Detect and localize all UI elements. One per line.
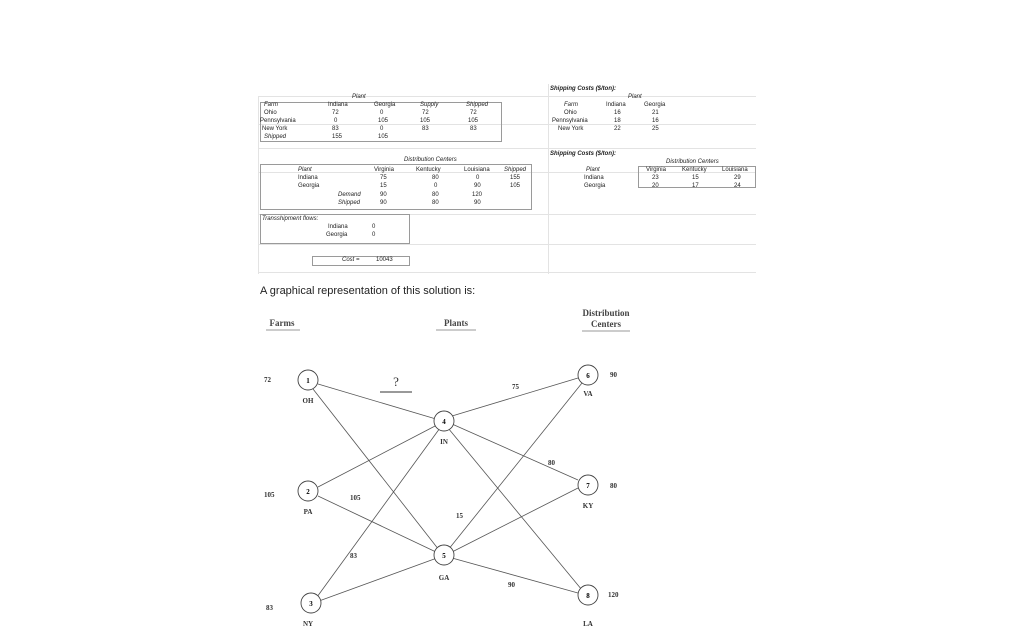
row-pennsylvania: Pennsylvania [260,118,296,124]
column-header-distribution: Distribution [582,308,630,318]
flow-label-5-6: 15 [456,512,463,520]
node-label-oh: OH [302,397,314,405]
cell: 90 [474,200,481,206]
dist-group-label: Distribution Centers [404,157,457,163]
node-5 [434,545,454,582]
arc-1-4 [318,384,436,419]
cell: 90 [380,200,387,206]
node-3 [301,593,321,628]
node-id: 2 [306,488,310,496]
arc-1-5 [313,389,439,550]
node-label-pa: PA [303,508,313,516]
node-id: 8 [586,592,590,600]
demand-ky: 80 [610,482,617,490]
header-plant-2: Plant [586,167,600,173]
plant-group-label-2: Plant [628,94,642,100]
row-ohio: Ohio [264,110,277,116]
cell: 80 [432,192,439,198]
cell: 29 [734,175,741,181]
caption-text: A graphical representation of this solution is: [260,285,476,297]
cell: 0 [372,232,376,238]
node-id: 6 [586,372,590,380]
flow-label-4-6: 75 [512,383,519,391]
cell: 90 [380,192,387,198]
row-new-york-2: New York [558,126,584,132]
flow-label-5-8: 90 [508,581,515,589]
arc-5-8 [452,558,578,593]
demand-la: 120 [608,591,619,599]
cell: 72 [470,110,477,116]
node-id: 7 [586,482,590,490]
shipping-costs-title-1: Shipping Costs ($/ton): [550,86,616,92]
supply-ny: 83 [266,604,273,612]
header-virginia-2: Virginia [646,167,666,173]
row-new-york: New York [262,126,288,132]
shipping-costs-title-2: Shipping Costs ($/ton): [550,151,616,157]
node-label-la: LA [583,620,593,628]
node-8 [578,585,598,628]
cell: 105 [378,134,389,140]
flow-label-2-5: 105 [350,494,361,502]
cell: 0 [476,175,480,181]
demand-label: Demand [338,192,361,198]
node-label-ga: GA [438,574,450,582]
flow-label-unknown: ? [393,374,399,389]
node-id: 4 [442,418,446,426]
arc-5-7 [452,488,578,552]
cell: 83 [422,126,429,132]
row-ohio-2: Ohio [564,110,577,116]
row-shipped: Shipped [264,134,287,140]
header-georgia-2: Georgia [644,102,666,108]
header-shipped: Shipped [504,167,527,173]
demand-va: 90 [610,371,617,379]
row-georgia-2: Georgia [584,183,606,189]
header-kentucky-2: Kentucky [682,167,707,173]
node-id: 3 [309,600,313,608]
cell: 83 [470,126,477,132]
cell: 105 [378,118,389,124]
node-label-in: IN [440,438,448,446]
cell: 83 [332,126,339,132]
cell: 105 [420,118,431,124]
cell: 16 [614,110,621,116]
cost-label: Cost = [342,257,360,263]
cell: 155 [510,175,521,181]
header-indiana: Indiana [328,102,348,108]
node-2 [298,481,318,516]
plant-group-label: Plant [352,94,366,100]
node-label-va: VA [583,390,593,398]
shipped-label: Shipped [338,200,361,206]
cell: 17 [692,183,699,189]
supply-oh: 72 [264,376,271,384]
cell: 80 [432,200,439,206]
cell: 105 [510,183,521,189]
cell: 72 [422,110,429,116]
header-kentucky: Kentucky [416,167,441,173]
cell: 15 [692,175,699,181]
header-shipped: Shipped [466,102,489,108]
node-4 [434,411,454,446]
header-farm-2: Farm [564,102,578,108]
cell: 0 [380,126,384,132]
transship-indiana: Indiana [328,224,348,230]
arc-3-5 [319,558,437,601]
arc-3-4 [317,428,440,597]
arc-4-7 [452,424,578,480]
transship-georgia: Georgia [326,232,348,238]
header-indiana-2: Indiana [606,102,626,108]
cell: 80 [432,175,439,181]
node-6 [578,365,598,398]
cost-value: 10043 [376,257,393,263]
header-georgia: Georgia [374,102,396,108]
cell: 0 [372,224,376,230]
cell: 15 [380,183,387,189]
supply-pa: 105 [264,491,275,499]
header-supply: Supply [420,102,439,108]
node-id: 5 [442,552,446,560]
cell: 0 [380,110,384,116]
cell: 16 [652,118,659,124]
cell: 0 [334,118,338,124]
header-virginia: Virginia [374,167,394,173]
cell: 105 [468,118,479,124]
node-label-ny: NY [302,620,314,628]
row-indiana-2: Indiana [584,175,604,181]
arc-5-6 [448,383,582,550]
node-id: 1 [306,377,310,385]
flow-label-4-7: 80 [548,459,555,467]
cell: 21 [652,110,659,116]
dist-group-label-2: Distribution Centers [666,159,719,165]
header-louisiana: Louisiana [464,167,490,173]
header-plant: Plant [298,167,312,173]
header-louisiana-2: Louisiana [722,167,748,173]
cell: 24 [734,183,741,189]
column-header-farms: Farms [269,318,295,328]
flow-label-3-4: 83 [350,552,357,560]
column-header-plants: Plants [443,318,469,328]
row-georgia: Georgia [298,183,320,189]
cell: 20 [652,183,659,189]
cell: 75 [380,175,387,181]
column-header-centers: Centers [591,319,621,329]
cell: 155 [332,134,343,140]
cell: 22 [614,126,621,132]
cell: 72 [332,110,339,116]
node-1 [298,370,318,405]
row-pennsylvania-2: Pennsylvania [552,118,588,124]
cell: 23 [652,175,659,181]
cell: 120 [472,192,483,198]
cell: 25 [652,126,659,132]
cell: 90 [474,183,481,189]
node-label-ky: KY [582,502,594,510]
header-farm: Farm [264,102,278,108]
node-7 [578,475,598,510]
cell: 18 [614,118,621,124]
row-indiana: Indiana [298,175,318,181]
cell: 0 [434,183,438,189]
transship-title: Transshipment flows: [262,216,319,222]
